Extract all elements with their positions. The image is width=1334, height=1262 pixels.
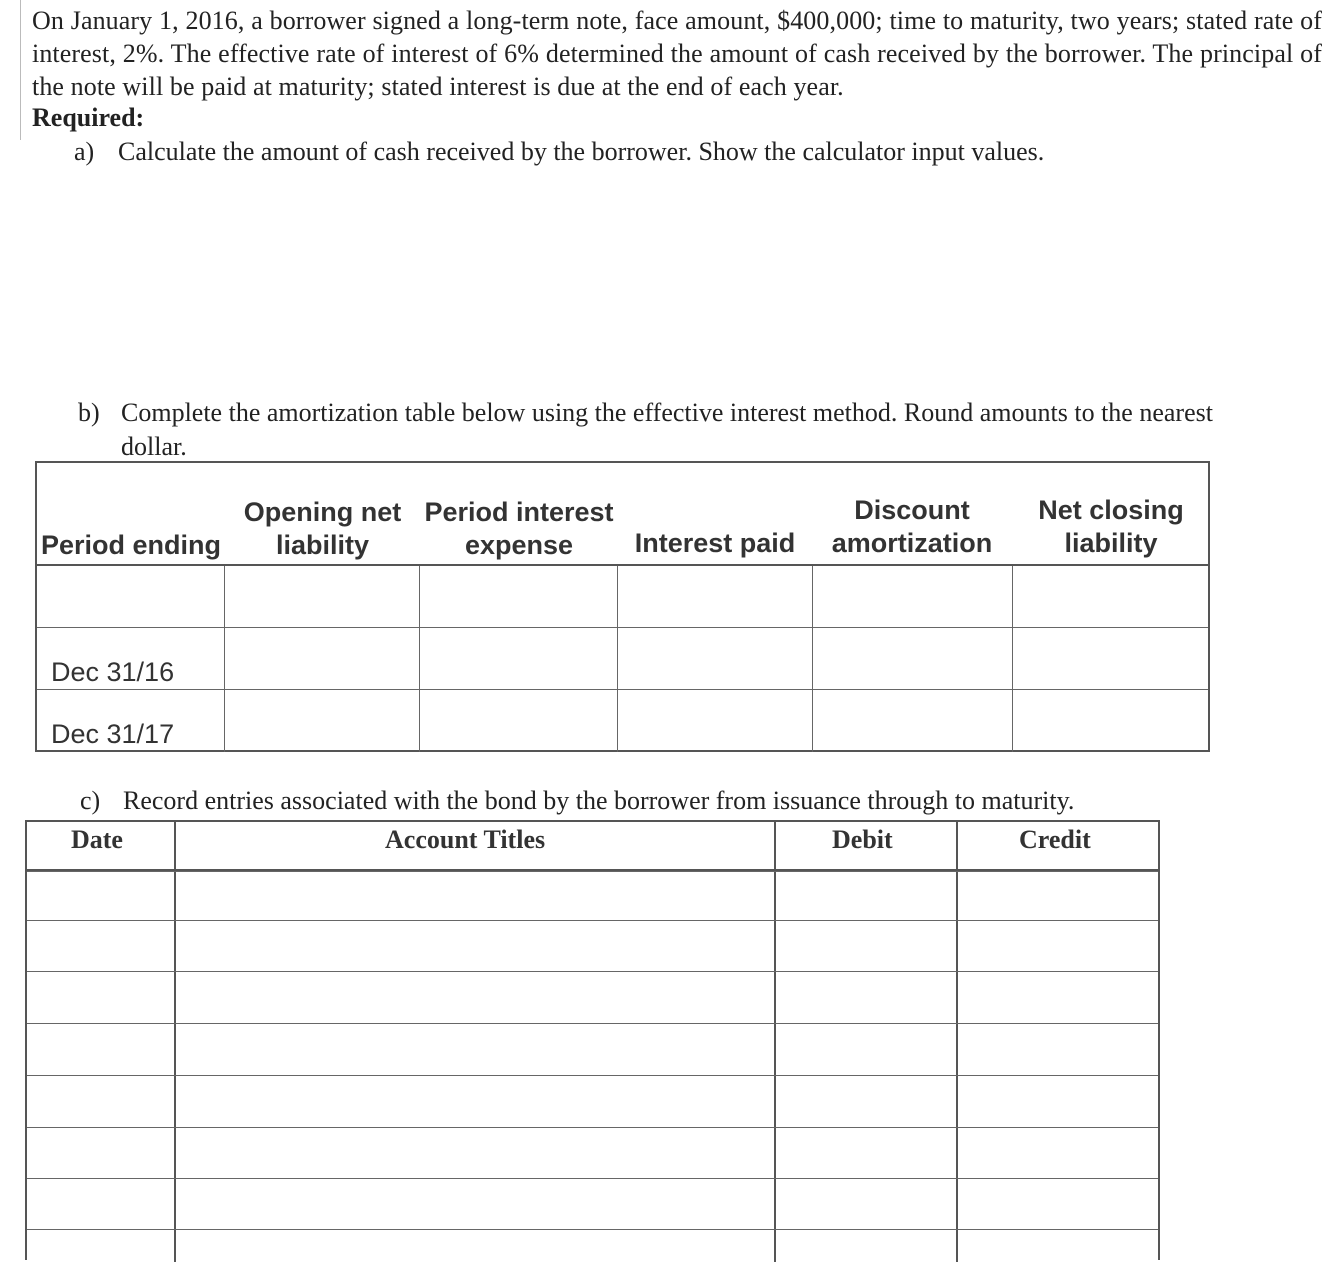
row-divider [27, 920, 1158, 921]
row-divider [27, 1023, 1158, 1024]
header-account-titles: Account Titles [385, 825, 546, 854]
row-divider [27, 1075, 1158, 1076]
part-c-instruction [80, 786, 1074, 816]
header-discount-amortization: Discount amortization [831, 495, 993, 558]
row-divider [37, 627, 1208, 628]
row-divider [37, 689, 1208, 690]
part-a-text: Calculate the amount of cash received by the borrower. Show the calculator input values. [118, 137, 1045, 166]
part-a-label: a) [74, 137, 95, 166]
problem-statement [32, 4, 1322, 103]
column-divider [224, 566, 225, 752]
amortization-header-row [37, 463, 1208, 566]
header-credit: Credit [1019, 825, 1091, 854]
amortization-row-label: Dec 31/17 [51, 719, 175, 749]
header-debit: Debit [832, 825, 893, 854]
column-divider [774, 822, 776, 1262]
row-divider [27, 871, 1158, 872]
part-c-label: c) [80, 786, 101, 815]
part-a-instruction [74, 137, 1044, 167]
part-c-text: Record entries associated with the bond by the borrower from issuance through to maturity. [123, 786, 1075, 815]
part-b-text: Complete the amortization table below using the effective interest method. Round amounts to the nearest dollar. [121, 398, 1213, 461]
header-net-closing-liability: Net closing liability [1038, 495, 1184, 558]
header-opening-net-liability: Opening net liability [243, 497, 402, 560]
row-divider [27, 971, 1158, 972]
header-period-interest-expense: Period interest expense [424, 497, 614, 560]
header-period-ending: Period ending [40, 530, 221, 560]
problem-intro-text: On January 1, 2016, a borrower signed a long-term note, face amount, $400,000; time to maturity, two years; stated rate of interest, 2%. The effective rate of interest of 6% determined the amount of cash received by the borrower. The principal of the note will be paid at maturity; stated interest is due at the end of each year. [32, 6, 1322, 101]
amortization-table [35, 461, 1210, 752]
column-divider [956, 822, 958, 1262]
row-divider [27, 1127, 1158, 1128]
column-divider [617, 566, 618, 752]
required-heading: Required: [32, 103, 145, 132]
column-divider [174, 822, 176, 1262]
row-divider [27, 1229, 1158, 1230]
column-divider [419, 566, 420, 752]
column-divider [812, 566, 813, 752]
amortization-row-label: Dec 31/16 [51, 657, 175, 687]
header-date: Date [71, 825, 123, 854]
journal-entry-table [25, 820, 1160, 1260]
header-interest-paid: Interest paid [634, 528, 796, 558]
row-divider [27, 1178, 1158, 1179]
part-b-label: b) [78, 398, 100, 427]
page-left-rule [20, 0, 21, 140]
column-divider [1012, 566, 1013, 752]
